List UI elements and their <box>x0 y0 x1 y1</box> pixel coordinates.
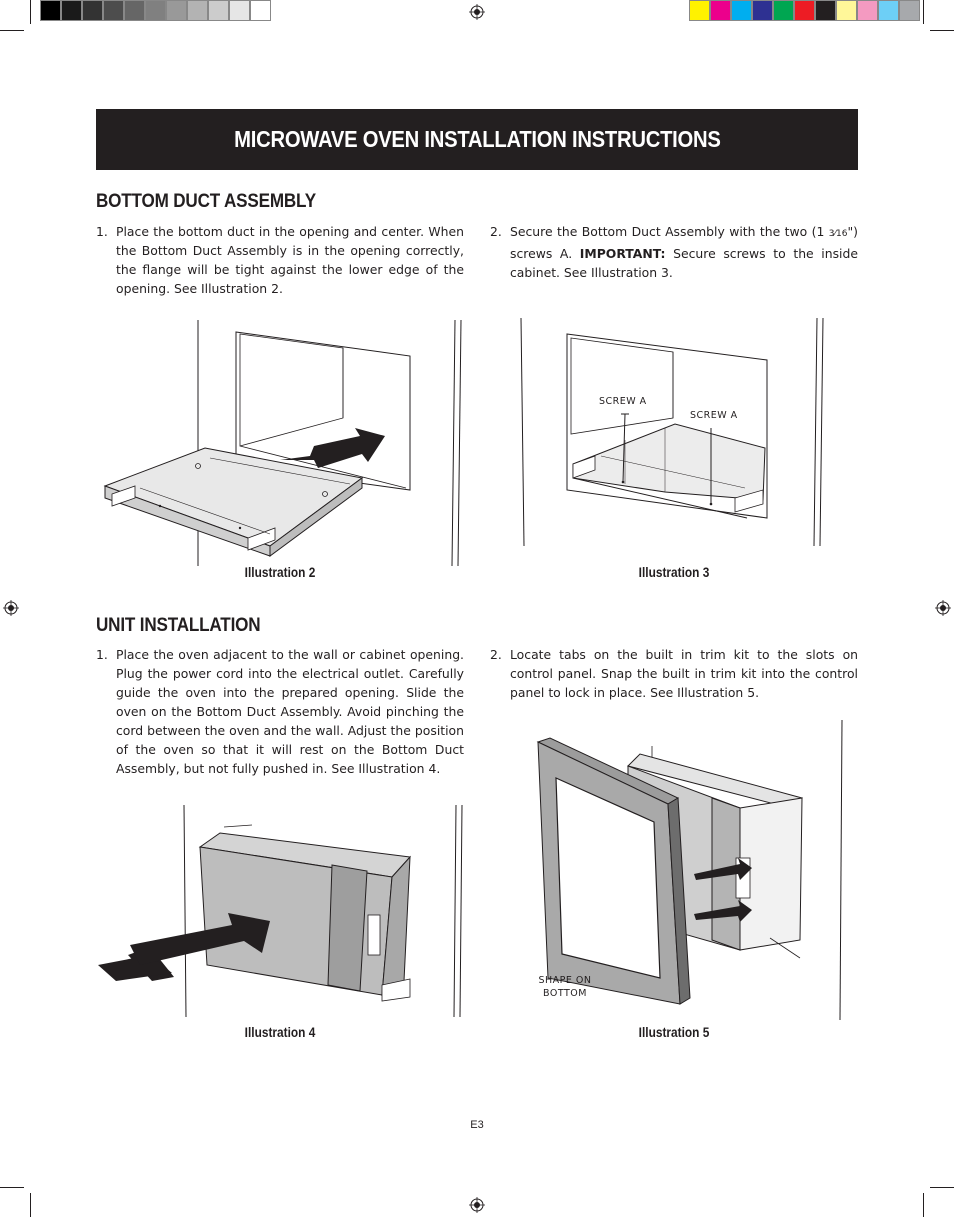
crop-mark <box>30 0 31 24</box>
gray-swatch-bar <box>40 0 271 21</box>
color-swatch <box>710 0 731 21</box>
step-text-part: ") screws A. <box>510 224 858 261</box>
color-swatch <box>82 0 103 21</box>
registration-mark-icon <box>935 600 951 616</box>
color-swatch <box>689 0 710 21</box>
crop-mark <box>30 1193 31 1217</box>
color-swatch <box>40 0 61 21</box>
color-swatch <box>145 0 166 21</box>
crop-mark <box>930 30 954 31</box>
illustration-2 <box>100 318 470 568</box>
color-swatch <box>103 0 124 21</box>
unit-install-step-2 <box>490 645 858 702</box>
section-heading-bottom-duct: BOTTOM DUCT ASSEMBLY <box>96 191 316 212</box>
step-text-part: Secure the Bottom Duct Assembly with the two (1 <box>510 224 829 239</box>
shape-on-bottom-label: BOTTOM <box>543 988 587 999</box>
color-swatch <box>794 0 815 21</box>
screw-a-label: SCREW A <box>599 396 647 407</box>
bottom-duct-step-2 <box>490 222 858 282</box>
color-swatch <box>187 0 208 21</box>
crop-mark <box>0 30 24 31</box>
page-number: E3 <box>470 1119 484 1131</box>
color-swatch <box>731 0 752 21</box>
step-text-part: Secure screws to the inside cabinet. See Illustration 3. <box>510 246 858 280</box>
shape-on-bottom-label: SHAPE ON <box>538 975 592 986</box>
illustration-5-drawing <box>530 718 850 1023</box>
registration-mark-icon <box>469 1197 485 1213</box>
page-title: MICROWAVE OVEN INSTALLATION INSTRUCTIONS <box>233 126 721 152</box>
step-number: 1. <box>96 647 108 662</box>
color-swatch-bar <box>689 0 920 21</box>
color-swatch <box>857 0 878 21</box>
color-swatch <box>752 0 773 21</box>
step-number: 2. <box>490 224 502 239</box>
color-swatch <box>773 0 794 21</box>
section-heading-unit-installation: UNIT INSTALLATION <box>96 615 261 636</box>
crop-mark <box>0 1187 24 1188</box>
unit-install-step-1 <box>96 645 464 778</box>
illustration-5 <box>530 718 850 1023</box>
color-swatch <box>836 0 857 21</box>
color-swatch <box>229 0 250 21</box>
illustration-4-drawing <box>92 805 472 1020</box>
step-text: Place the bottom duct in the opening and center. When the Bottom Duct Assembly is in the opening correctly, the flange will be tight against the lower edge of the opening. See Illustration 2. <box>116 224 464 296</box>
color-swatch <box>61 0 82 21</box>
color-swatch <box>815 0 836 21</box>
step-text <box>510 222 858 282</box>
illustration-3-caption: Illustration 3 <box>638 565 710 580</box>
page-title-bar <box>96 109 858 170</box>
illustration-3-drawing <box>515 318 835 548</box>
color-swatch <box>124 0 145 21</box>
illustration-2-drawing <box>100 318 470 568</box>
color-swatch <box>166 0 187 21</box>
illustration-3 <box>515 318 835 548</box>
illustration-5-caption: Illustration 5 <box>638 1025 710 1040</box>
color-swatch <box>250 0 271 21</box>
step-number: 2. <box>490 647 502 662</box>
step-number: 1. <box>96 224 108 239</box>
step-text: Locate tabs on the built in trim kit to the slots on control panel. Snap the built in trim kit into the control panel to lock in place. See Illustration 5. <box>510 647 858 700</box>
crop-mark <box>923 0 924 24</box>
color-swatch <box>208 0 229 21</box>
registration-mark-icon <box>3 600 19 616</box>
important-label: IMPORTANT: <box>579 246 666 261</box>
fraction: 3⁄16 <box>828 229 848 239</box>
color-swatch <box>899 0 920 21</box>
crop-mark <box>930 1187 954 1188</box>
illustration-2-caption: Illustration 2 <box>244 565 316 580</box>
screw-a-label: SCREW A <box>690 410 738 421</box>
color-swatch <box>878 0 899 21</box>
crop-mark <box>923 1193 924 1217</box>
illustration-4-caption: Illustration 4 <box>244 1025 316 1040</box>
step-text: Place the oven adjacent to the wall or cabinet opening. Plug the power cord into the electrical outlet. Carefully guide the oven into the prepared opening. Slide the oven on the Bottom Duct Assembly. Avoid pinching the cord between the oven and the wall. Adjust the position of the oven so that it will rest on the Bottom Duct Assembly, but not fully pushed in. See Illustration 4. <box>116 647 464 776</box>
illustration-4 <box>92 805 472 1020</box>
bottom-duct-step-1 <box>96 222 464 298</box>
registration-mark-icon <box>469 4 485 20</box>
